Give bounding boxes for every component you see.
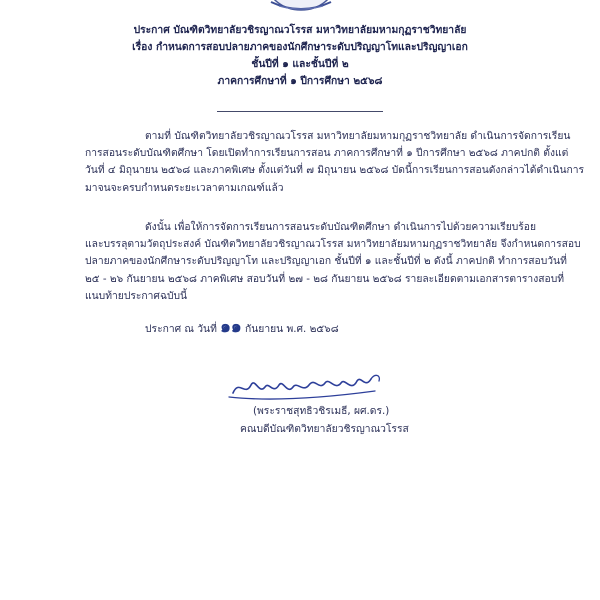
announce-prefix: ประกาศ ณ วันที่ [145, 323, 217, 335]
announce-month-year: กันยายน พ.ศ. ๒๕๖๘ [245, 323, 339, 335]
paragraph-schedule [85, 219, 581, 305]
paragraph-line: ดังนั้น เพื่อให้การจัดการเรียนการสอนระดับบัณฑิตศึกษา ดำเนินการไปด้วยความเรียบร้อย [145, 221, 537, 233]
header-semester: ภาคการศึกษาที่ ๑ ปีการศึกษา ๒๕๖๘ [217, 75, 383, 87]
announcement-date [145, 313, 339, 340]
paragraph-line: การสอนระดับบัณฑิตศึกษา โดยเปิดทำการเรียนการสอน ภาคการศึกษาที่ ๑ ปีการศึกษา ๒๕๖๘ ภาคปกติ ตั้งแต่ [85, 147, 569, 160]
paragraph-line: แนบท้ายประกาศฉบับนี้ [85, 289, 188, 302]
header-year-levels: ชั้นปีที่ ๑ และชั้นปีที่ ๒ [251, 58, 349, 70]
handwritten-signature [225, 369, 395, 405]
paragraph-line: วันที่ ๔ มิถุนายน ๒๕๖๘ และภาคพิเศษ ตั้งแต่วันที่ ๗ มิถุนายน ๒๕๖๘ บัดนี้การเรียนการสอนดังกล่าวได้ดำเนินการ [85, 164, 585, 177]
signer-title: คณบดีบัณฑิตวิทยาลัยวชิรญาณวโรรส [240, 423, 409, 435]
header-subject: เรื่อง กำหนดการสอบปลายภาคของนักศึกษาระดับปริญญาโทและปริญญาเอก [132, 41, 468, 53]
paragraph-line: ๒๕ - ๒๖ กันยายน ๒๕๖๘ ภาคพิเศษ สอบวันที่ ๒๗ - ๒๘ กันยายน ๒๕๖๘ รายละเอียดตามเอกสารตารางสอบที่ [85, 272, 565, 285]
header-divider [217, 111, 383, 112]
signer-name: (พระราชสุทธิวชิรเมธี, ผศ.ดร.) [253, 405, 390, 417]
announce-day: ๑๑ [220, 317, 242, 337]
document-header [60, 22, 540, 90]
paragraph-line: ปลายภาคของนักศึกษาระดับปริญญาโท และปริญญาเอก ชั้นปีที่ ๑ และชั้นปีที่ ๒ ดังนี้ ภาคปกติ ทำการสอบวันที่ [85, 255, 567, 268]
emblem-seal [263, 0, 339, 12]
paragraph-line: ตามที่ บัณฑิตวิทยาลัยวชิรญาณวโรรส มหาวิทยาลัยมหามกุฏราชวิทยาลัย ดำเนินการจัดการเรียน [145, 130, 571, 142]
paragraph-background [85, 128, 585, 197]
paragraph-line: และบรรลุตามวัตถุประสงค์ บัณฑิตวิทยาลัยวชิรญาณวโรรส มหาวิทยาลัยมหามกุฏราชวิทยาลัย จึงกำหนดการสอบ [85, 238, 581, 251]
header-title: ประกาศ บัณฑิตวิทยาลัยวชิรญาณวโรรส มหาวิทยาลัยมหามกุฏราชวิทยาลัย [133, 24, 467, 36]
paragraph-line: มาจนจะครบกำหนดระยะเวลาตามเกณฑ์แล้ว [85, 181, 284, 194]
